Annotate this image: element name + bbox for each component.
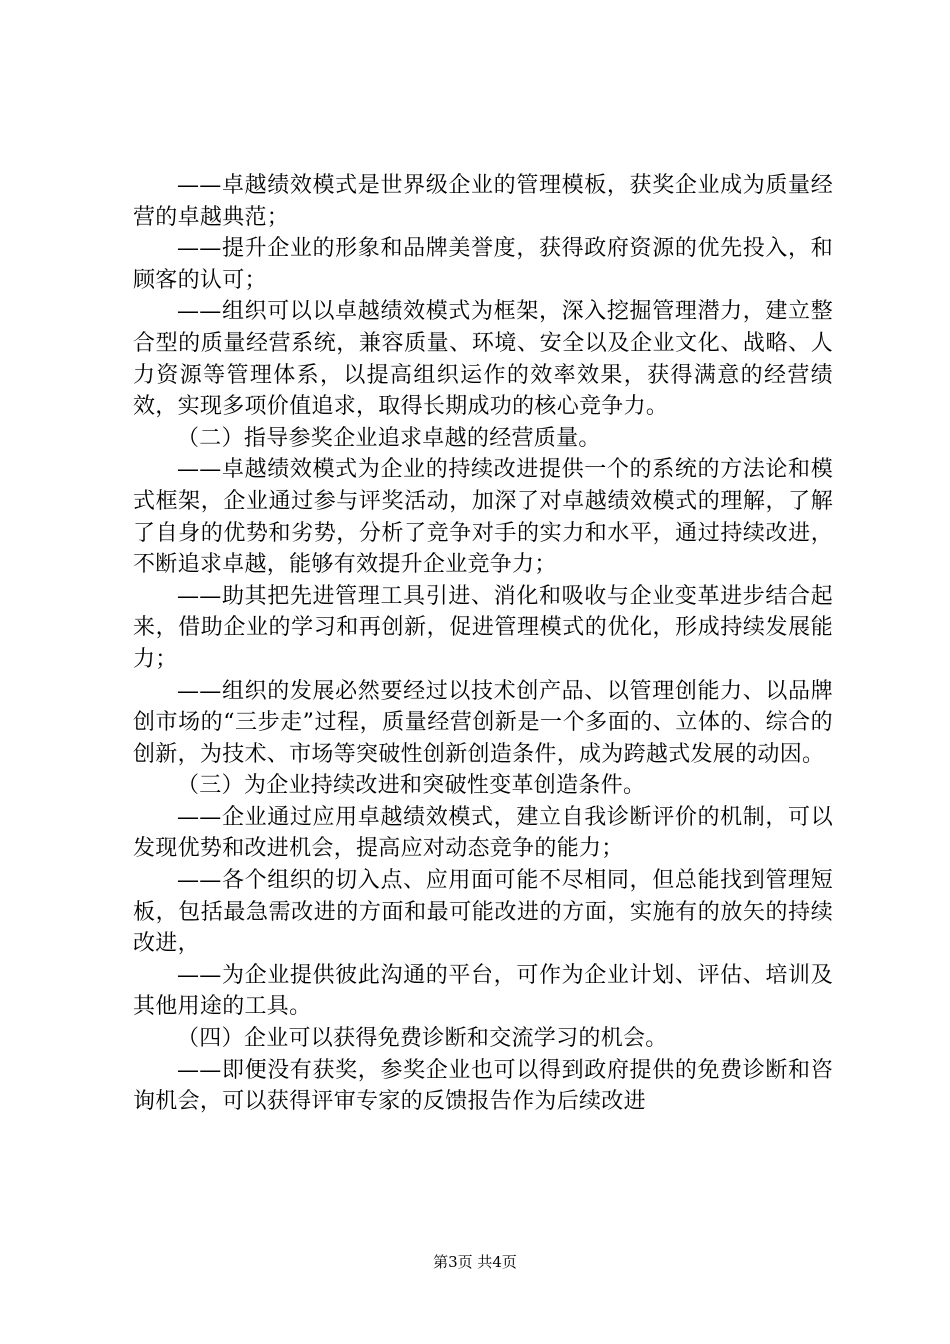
paragraph: ——助其把先进管理工具引进、消化和吸收与企业变革进步结合起来，借助企业的学习和再创新，促进管理模式的优化，形成持续发展能力； bbox=[133, 583, 833, 672]
page-number-footer: 第3页 共4页 bbox=[433, 1253, 517, 1271]
section-heading: （三）为企业持续改进和突破性变革创造条件。 bbox=[177, 773, 646, 799]
paragraph: ——卓越绩效模式是世界级企业的管理模板，获奖企业成为质量经营的卓越典范； bbox=[133, 173, 833, 230]
paragraph: ——企业通过应用卓越绩效模式，建立自我诊断评价的机制，可以发现优势和改进机会，提高应对动态竞争的能力； bbox=[133, 804, 833, 862]
paragraph: ——即便没有获奖，参奖企业也可以得到政府提供的免费诊断和咨询机会，可以获得评审专家的反馈报告作为后续改进 bbox=[133, 1057, 833, 1115]
paragraph: ——组织可以以卓越绩效模式为框架，深入挖掘管理潜力，建立整合型的质量经营系统，兼容质量、环境、安全以及企业文化、战略、人力资源等管理体系，以提高组织运作的效率效果，获得满意的经营绩效，实现多项价值追求，取得长期成功的核心竞争力。 bbox=[133, 299, 833, 420]
section-heading: （四）企业可以获得免费诊断和交流学习的机会。 bbox=[177, 1026, 668, 1052]
paragraph: ——各个组织的切入点、应用面可能不尽相同，但总能找到管理短板，包括最急需改进的方面和最可能改进的方面，实施有的放矢的持续改进， bbox=[133, 868, 833, 957]
paragraph: ——卓越绩效模式为企业的持续改进提供一个的系统的方法论和模式框架，企业通过参与评奖活动，加深了对卓越绩效模式的理解，了解了自身的优势和劣势，分析了竞争对手的实力和水平，通过持续改进，不断追求卓越，能够有效提升企业竞争力； bbox=[133, 457, 833, 578]
section-heading: （二）指导参奖企业追求卓越的经营质量。 bbox=[177, 425, 601, 451]
paragraph: ——组织的发展必然要经过以技术创产品、以管理创能力、以品牌创市场的“三步走”过程，质量经营创新是一个多面的、立体的、综合的创新，为技术、市场等突破性创新创造条件，成为跨越式发展的动因。 bbox=[133, 678, 833, 767]
paragraph: ——提升企业的形象和品牌美誉度，获得政府资源的优先投入，和顾客的认可； bbox=[133, 236, 833, 293]
document-body bbox=[133, 170, 833, 1118]
paragraph: ——为企业提供彼此沟通的平台，可作为企业计划、评估、培训及其他用途的工具。 bbox=[133, 962, 833, 1020]
